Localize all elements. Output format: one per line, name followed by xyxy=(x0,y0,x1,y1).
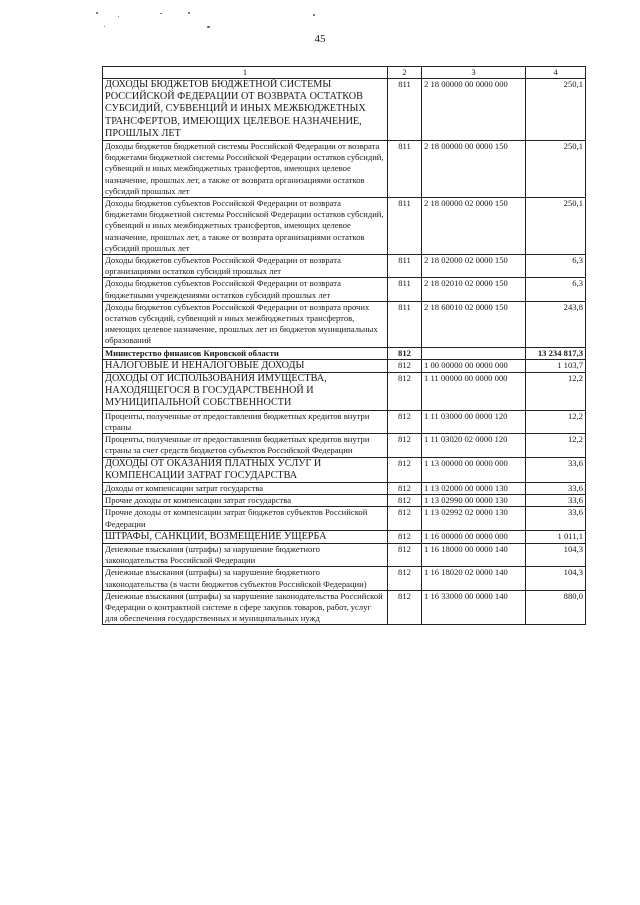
admin-code-cell: 811 xyxy=(388,255,422,278)
revenue-table xyxy=(102,66,586,625)
admin-code-cell: 812 xyxy=(388,590,422,625)
table-header-row xyxy=(103,67,586,79)
admin-code-cell: 812 xyxy=(388,373,422,411)
amount-cell: 104,3 xyxy=(526,543,586,566)
amount-cell: 250,1 xyxy=(526,198,586,255)
budget-classification-code-cell: 2 18 60010 02 0000 150 xyxy=(422,301,526,347)
budget-classification-code-cell: 1 13 02992 02 0000 130 xyxy=(422,507,526,530)
budget-classification-code-cell: 1 11 03000 00 0000 120 xyxy=(422,410,526,433)
revenue-name-cell: Министерство финансов Кировской области xyxy=(103,347,388,359)
table-row xyxy=(103,410,586,433)
amount-cell: 6,3 xyxy=(526,278,586,301)
admin-code-cell: 811 xyxy=(388,198,422,255)
amount-cell: 250,1 xyxy=(526,141,586,198)
revenue-name-cell: Доходы бюджетов субъектов Российской Федерации от возврата бюджетными учреждениями остатков субсидий прошлых лет xyxy=(103,278,388,301)
admin-code-cell: 812 xyxy=(388,347,422,359)
budget-classification-code-cell: 2 18 02000 02 0000 150 xyxy=(422,255,526,278)
revenue-name-cell: ШТРАФЫ, САНКЦИИ, ВОЗМЕЩЕНИЕ УЩЕРБА xyxy=(103,530,388,543)
admin-code-cell: 812 xyxy=(388,457,422,482)
table-row xyxy=(103,301,586,347)
budget-classification-code-cell: 1 11 03020 02 0000 120 xyxy=(422,434,526,457)
page-number: 45 xyxy=(314,33,326,45)
admin-code-cell: 811 xyxy=(388,301,422,347)
table-row xyxy=(103,347,586,359)
amount-cell: 250,1 xyxy=(526,79,586,141)
table-row xyxy=(103,141,586,198)
budget-classification-code-cell: 1 16 18020 02 0000 140 xyxy=(422,567,526,590)
table-row xyxy=(103,255,586,278)
admin-code-cell: 812 xyxy=(388,410,422,433)
revenue-name-cell: Прочие доходы от компенсации затрат государства xyxy=(103,495,388,507)
budget-classification-code-cell: 1 13 00000 00 0000 000 xyxy=(422,457,526,482)
amount-cell: 104,3 xyxy=(526,567,586,590)
table-body xyxy=(103,79,586,625)
budget-classification-code-cell: 1 00 00000 00 0000 000 xyxy=(422,359,526,372)
table-row xyxy=(103,495,586,507)
budget-classification-code-cell: 2 18 00000 00 0000 150 xyxy=(422,141,526,198)
budget-classification-code-cell: 1 16 18000 00 0000 140 xyxy=(422,543,526,566)
budget-classification-code-cell: 2 18 02010 02 0000 150 xyxy=(422,278,526,301)
amount-cell: 6,3 xyxy=(526,255,586,278)
amount-cell: 12,2 xyxy=(526,434,586,457)
column-header-2: 2 xyxy=(388,67,422,79)
amount-cell: 33,6 xyxy=(526,495,586,507)
budget-classification-code-cell: 1 13 02000 00 0000 130 xyxy=(422,482,526,494)
amount-cell: 13 234 817,3 xyxy=(526,347,586,359)
table-row xyxy=(103,79,586,141)
budget-classification-code-cell: 1 11 00000 00 0000 000 xyxy=(422,373,526,411)
amount-cell: 880,0 xyxy=(526,590,586,625)
revenue-name-cell: ДОХОДЫ ОТ ОКАЗАНИЯ ПЛАТНЫХ УСЛУГ И КОМПЕНСАЦИИ ЗАТРАТ ГОСУДАРСТВА xyxy=(103,457,388,482)
budget-classification-code-cell: 2 18 00000 02 0000 150 xyxy=(422,198,526,255)
revenue-name-cell: Денежные взыскания (штрафы) за нарушение бюджетного законодательства Российской Федерации xyxy=(103,543,388,566)
table-row xyxy=(103,543,586,566)
amount-cell: 33,6 xyxy=(526,457,586,482)
revenue-name-cell: Проценты, полученные от предоставления бюджетных кредитов внутри страны xyxy=(103,410,388,433)
admin-code-cell: 812 xyxy=(388,495,422,507)
table-row xyxy=(103,434,586,457)
admin-code-cell: 811 xyxy=(388,141,422,198)
table-row xyxy=(103,530,586,543)
table-row xyxy=(103,567,586,590)
admin-code-cell: 812 xyxy=(388,543,422,566)
revenue-name-cell: НАЛОГОВЫЕ И НЕНАЛОГОВЫЕ ДОХОДЫ xyxy=(103,359,388,372)
revenue-name-cell: Доходы бюджетов субъектов Российской Федерации от возврата бюджетами бюджетной системы Российской Федерации остатков субсидий, субвенций и иных межбюджетных трансфертов, имеющих целевое назначение, прошлых лет, а также от возврата организациями остатков субсидий прошлых лет xyxy=(103,198,388,255)
admin-code-cell: 812 xyxy=(388,567,422,590)
revenue-name-cell: Доходы бюджетов субъектов Российской Федерации от возврата организациями остатков субсидий прошлых лет xyxy=(103,255,388,278)
column-header-4: 4 xyxy=(526,67,586,79)
table-row xyxy=(103,482,586,494)
amount-cell: 1 011,1 xyxy=(526,530,586,543)
amount-cell: 33,6 xyxy=(526,482,586,494)
table-row xyxy=(103,507,586,530)
table-row xyxy=(103,373,586,411)
admin-code-cell: 811 xyxy=(388,79,422,141)
column-header-1: 1 xyxy=(103,67,388,79)
table-row xyxy=(103,198,586,255)
admin-code-cell: 812 xyxy=(388,507,422,530)
amount-cell: 1 103,7 xyxy=(526,359,586,372)
admin-code-cell: 811 xyxy=(388,278,422,301)
revenue-name-cell: Доходы от компенсации затрат государства xyxy=(103,482,388,494)
admin-code-cell: 812 xyxy=(388,482,422,494)
admin-code-cell: 812 xyxy=(388,434,422,457)
revenue-name-cell: Прочие доходы от компенсации затрат бюджетов субъектов Российской Федерации xyxy=(103,507,388,530)
budget-classification-code-cell: 1 13 02990 00 0000 130 xyxy=(422,495,526,507)
table-row xyxy=(103,457,586,482)
table-row xyxy=(103,359,586,372)
revenue-name-cell: ДОХОДЫ ОТ ИСПОЛЬЗОВАНИЯ ИМУЩЕСТВА, НАХОДЯЩЕГОСЯ В ГОСУДАРСТВЕННОЙ И МУНИЦИПАЛЬНОЙ СОБСТВЕННОСТИ xyxy=(103,373,388,411)
revenue-name-cell: ДОХОДЫ БЮДЖЕТОВ БЮДЖЕТНОЙ СИСТЕМЫ РОССИЙСКОЙ ФЕДЕРАЦИИ ОТ ВОЗВРАТА ОСТАТКОВ СУБСИДИЙ, СУБВЕНЦИЙ И ИНЫХ МЕЖБЮДЖЕТНЫХ ТРАНСФЕРТОВ, ИМЕЮЩИХ ЦЕЛЕВОЕ НАЗНАЧЕНИЕ, ПРОШЛЫХ ЛЕТ xyxy=(103,79,388,141)
budget-classification-code-cell: 1 16 00000 00 0000 000 xyxy=(422,530,526,543)
amount-cell: 33,6 xyxy=(526,507,586,530)
admin-code-cell: 812 xyxy=(388,359,422,372)
column-header-3: 3 xyxy=(422,67,526,79)
budget-classification-code-cell: 2 18 00000 00 0000 000 xyxy=(422,79,526,141)
budget-classification-code-cell: 1 16 33000 00 0000 140 xyxy=(422,590,526,625)
budget-classification-code-cell xyxy=(422,347,526,359)
revenue-name-cell: Денежные взыскания (штрафы) за нарушение бюджетного законодательства (в части бюджетов субъектов Российской Федерации) xyxy=(103,567,388,590)
revenue-name-cell: Доходы бюджетов субъектов Российской Федерации от возврата прочих остатков субсидий, субвенций и иных межбюджетных трансфертов, имеющих целевое назначение, прошлых лет из бюджетов муниципальных образований xyxy=(103,301,388,347)
admin-code-cell: 812 xyxy=(388,530,422,543)
amount-cell: 12,2 xyxy=(526,373,586,411)
amount-cell: 12,2 xyxy=(526,410,586,433)
table-row xyxy=(103,278,586,301)
table-row xyxy=(103,590,586,625)
revenue-name-cell: Проценты, полученные от предоставления бюджетных кредитов внутри страны за счет средств бюджетов субъектов Российской Федерации xyxy=(103,434,388,457)
revenue-name-cell: Денежные взыскания (штрафы) за нарушение законодательства Российской Федерации о контрактной системе в сфере закупок товаров, работ, услуг для обеспечения государственных и муниципальных нужд xyxy=(103,590,388,625)
revenue-name-cell: Доходы бюджетов бюджетной системы Российской Федерации от возврата бюджетами бюджетной системы Российской Федерации остатков субсидий, субвенций и иных межбюджетных трансфертов, имеющих целевое назначение, прошлых лет, а также от возврата организациями остатков субсидий прошлых лет xyxy=(103,141,388,198)
amount-cell: 243,8 xyxy=(526,301,586,347)
